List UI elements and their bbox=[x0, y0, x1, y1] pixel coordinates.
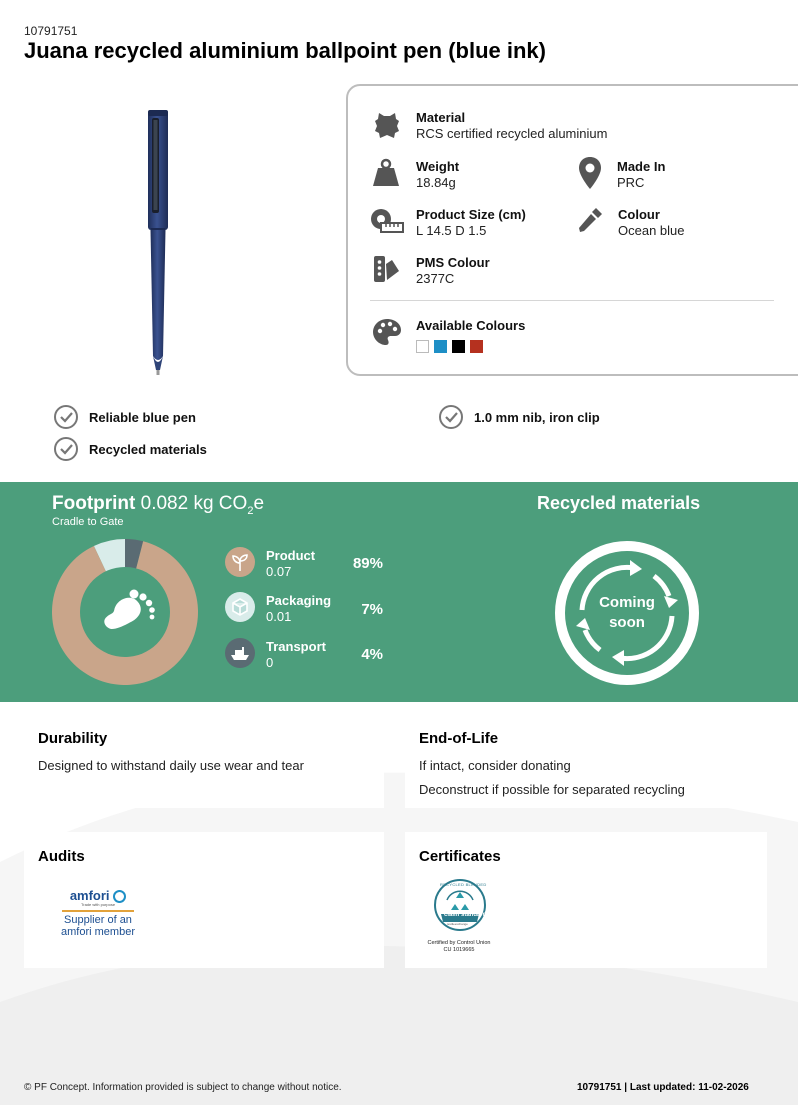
sprout-icon bbox=[225, 547, 255, 577]
end-of-life-line: Deconstruct if possible for separated recycling bbox=[419, 782, 685, 797]
spec-pms-colour bbox=[416, 255, 490, 286]
feature-item: Recycled materials bbox=[89, 442, 207, 457]
weight-icon bbox=[372, 158, 400, 188]
spec-made-in bbox=[617, 159, 665, 190]
recycled-status-line2: soon bbox=[609, 614, 645, 631]
breakdown-amount: 0 bbox=[266, 655, 274, 670]
amfori-tagline: Trade with purpose bbox=[80, 902, 116, 908]
check-circle-icon bbox=[53, 436, 79, 462]
spec-divider bbox=[370, 300, 774, 301]
amfori-logo bbox=[58, 888, 138, 938]
footprint-label: Footprint bbox=[52, 493, 136, 514]
durability-line: Designed to withstand daily use wear and tear bbox=[38, 758, 304, 773]
spec-pms-colour-value: 2377C bbox=[416, 271, 455, 286]
spec-product-size-value: L 14.5 D 1.5 bbox=[416, 223, 487, 238]
spec-available-colours-label: Available Colours bbox=[416, 318, 526, 333]
recycled-status-line1: Coming bbox=[599, 594, 655, 611]
tape-measure-icon bbox=[370, 208, 404, 234]
audits-title: Audits bbox=[38, 848, 85, 865]
cert-caption1: Certified by Control Union bbox=[427, 940, 491, 946]
end-of-life-line: If intact, consider donating bbox=[419, 758, 571, 773]
footprint-donut-chart bbox=[50, 537, 200, 687]
breakdown-percent: 89% bbox=[352, 555, 383, 572]
seal-band-text: claim standard bbox=[444, 912, 487, 918]
amfori-ring-icon bbox=[113, 890, 126, 903]
amfori-bar bbox=[62, 910, 134, 912]
spec-material-value: RCS certified recycled aluminium bbox=[416, 126, 608, 141]
footprint-subscript: 2 bbox=[247, 504, 254, 517]
recycled-title: Recycled materials bbox=[537, 493, 701, 513]
feature-item: 1.0 mm nib, iron clip bbox=[474, 410, 600, 425]
spec-product-size-label: Product Size (cm) bbox=[416, 207, 526, 222]
spec-pms-colour-label: PMS Colour bbox=[416, 255, 490, 270]
footprint-suffix: e bbox=[253, 493, 265, 514]
breakdown-name: Packaging bbox=[266, 593, 332, 608]
footer-notice: © PF Concept. Information provided is subject to change without notice. bbox=[24, 1082, 342, 1093]
check-circle-icon bbox=[53, 404, 79, 430]
footer-meta bbox=[577, 1082, 749, 1093]
spec-made-in-label: Made In bbox=[617, 159, 666, 174]
durability-title: Durability bbox=[38, 730, 108, 747]
breakdown-amount: 0.01 bbox=[266, 609, 292, 624]
seal-small-text: textileexchange bbox=[447, 922, 468, 926]
feature-item: Reliable blue pen bbox=[89, 410, 196, 425]
footer-updated: Last updated: 11-02-2026 bbox=[629, 1082, 749, 1093]
certificates-card bbox=[405, 832, 767, 968]
durability-card bbox=[24, 716, 384, 808]
footer-sku: 10791751 bbox=[577, 1082, 622, 1093]
colour-swatch bbox=[434, 340, 447, 353]
spec-available-colours bbox=[416, 318, 525, 358]
spec-weight bbox=[416, 159, 459, 190]
spec-made-in-value: PRC bbox=[617, 175, 645, 190]
footprint-value: 0.082 kg CO bbox=[140, 493, 248, 514]
colour-swatch bbox=[470, 340, 483, 353]
colour-swatch bbox=[416, 340, 429, 353]
cert-caption2: CU 1019665 bbox=[443, 947, 475, 953]
ship-icon bbox=[225, 638, 255, 668]
footer-separator: | bbox=[624, 1082, 628, 1093]
footprint-subtitle: Cradle to Gate bbox=[52, 516, 124, 528]
amfori-line1: Supplier of an bbox=[64, 914, 132, 927]
spec-colour-value: Ocean blue bbox=[618, 223, 685, 238]
spec-colour bbox=[618, 207, 685, 238]
palette-icon bbox=[372, 318, 402, 346]
spec-weight-label: Weight bbox=[416, 159, 460, 174]
check-circle-icon bbox=[438, 404, 464, 430]
audits-card bbox=[24, 832, 384, 968]
end-of-life-title: End-of-Life bbox=[419, 730, 499, 747]
footprint-band bbox=[0, 482, 798, 702]
breakdown-amount: 0.07 bbox=[266, 564, 292, 579]
product-title: Juana recycled aluminium ballpoint pen (blue ink) bbox=[24, 38, 546, 63]
recycled-status bbox=[563, 593, 691, 633]
eyedropper-icon bbox=[576, 206, 604, 236]
product-image bbox=[140, 106, 176, 381]
color-swatch-icon bbox=[372, 254, 402, 284]
spec-panel bbox=[346, 84, 798, 376]
footprint-title bbox=[52, 493, 264, 517]
breakdown-percent: 4% bbox=[361, 646, 383, 663]
spec-material-label: Material bbox=[416, 110, 466, 125]
leather-hide-icon bbox=[372, 110, 402, 140]
box-icon bbox=[225, 592, 255, 622]
location-pin-icon bbox=[578, 156, 602, 190]
breakdown-name: Transport bbox=[266, 639, 326, 654]
amfori-logo-text: amfori bbox=[69, 888, 110, 903]
certificates-title: Certificates bbox=[419, 848, 501, 865]
colour-swatch bbox=[452, 340, 465, 353]
breakdown-percent: 7% bbox=[361, 601, 383, 618]
breakdown-name: Product bbox=[266, 548, 316, 563]
spec-product-size bbox=[416, 207, 526, 238]
end-of-life-card bbox=[405, 716, 767, 808]
colour-swatches bbox=[416, 340, 525, 358]
spec-material bbox=[416, 110, 607, 141]
spec-colour-label: Colour bbox=[618, 207, 660, 222]
amfori-line2: amfori member bbox=[61, 926, 135, 939]
spec-weight-value: 18.84g bbox=[416, 175, 456, 190]
product-sku: 10791751 bbox=[24, 24, 78, 38]
seal-arc-text: RECYCLED BLENDED bbox=[440, 882, 487, 887]
